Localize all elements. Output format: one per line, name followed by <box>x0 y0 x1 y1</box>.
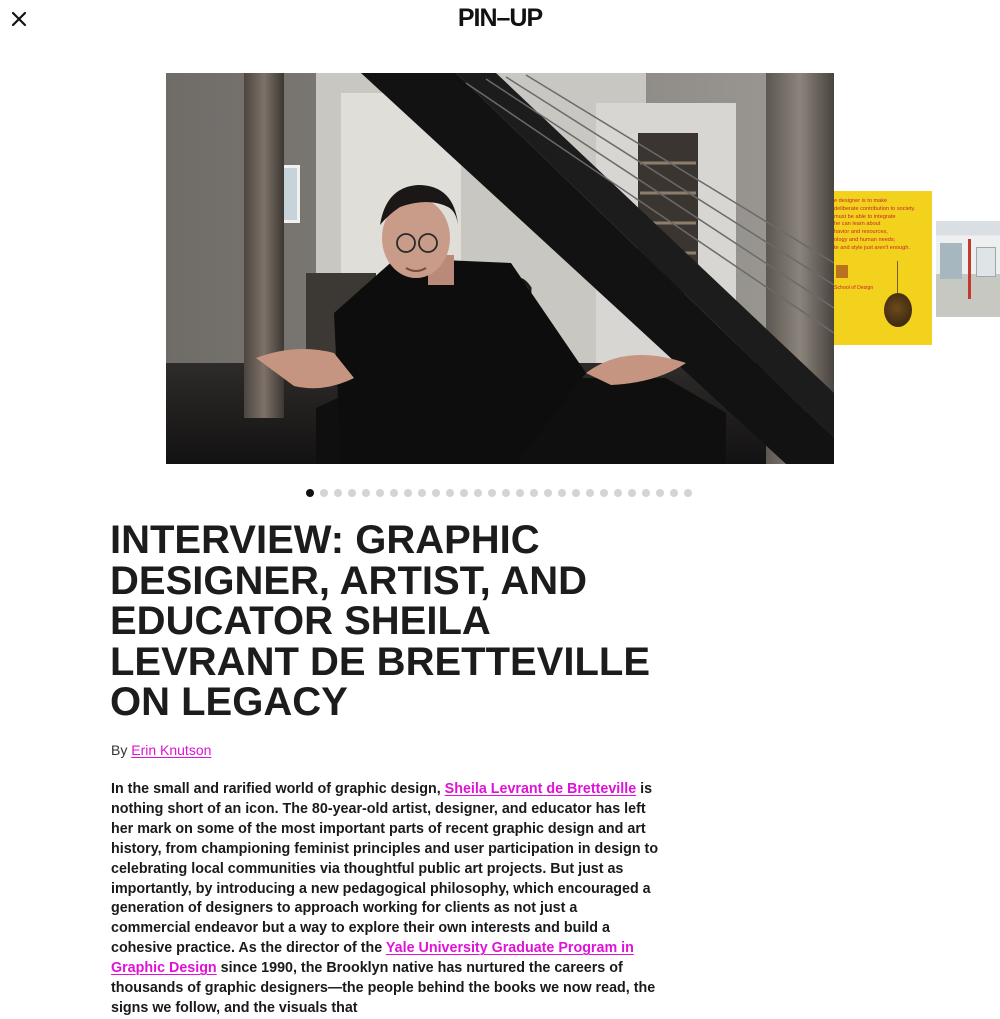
carousel-dot[interactable] <box>418 489 426 497</box>
body-text-segment: since 1990, the Brooklyn native has nurtured the careers of thousands of graphic designers—the people behind the books we now read, the signs we follow, and the visuals that <box>111 960 656 1016</box>
carousel-dot[interactable] <box>320 489 328 497</box>
carousel-dot[interactable] <box>530 489 538 497</box>
carousel-dot[interactable] <box>642 489 650 497</box>
carousel-dot[interactable] <box>684 489 692 497</box>
article-headline: INTERVIEW: GRAPHIC DESIGNER, ARTIST, AND EDUCATOR SHEILA LEVRANT DE BRETTEVILLE ON LEGACY <box>110 518 651 724</box>
gallery-column <box>968 239 971 299</box>
author-link[interactable]: Erin Knutson <box>131 742 212 758</box>
carousel-dot[interactable] <box>376 489 384 497</box>
carousel-slide-photo[interactable] <box>166 73 834 464</box>
carousel-dot[interactable] <box>348 489 356 497</box>
carousel-dot[interactable] <box>628 489 636 497</box>
carousel-dot[interactable] <box>544 489 552 497</box>
subject-link[interactable]: Sheila Levrant de Bretteville <box>444 781 637 797</box>
carousel-dot[interactable] <box>474 489 482 497</box>
poster-school-name: School of Design <box>834 284 874 291</box>
poster-swatch <box>836 265 848 278</box>
yale-program-link[interactable]: Yale University Graduate Program in Graphic Design <box>111 940 634 977</box>
carousel-dot[interactable] <box>600 489 608 497</box>
carousel-slide-gallery[interactable] <box>936 221 1000 317</box>
poster-text-line: ology and human needs; <box>834 236 896 243</box>
carousel-dot[interactable] <box>614 489 622 497</box>
gallery-window <box>940 243 962 279</box>
carousel-slide-poster[interactable] <box>834 191 932 345</box>
body-text-segment: In the small and rarified world of graphic design, <box>111 781 441 797</box>
carousel-dot[interactable] <box>656 489 664 497</box>
gallery-artwork <box>976 247 996 277</box>
poster-text-line: havior and resources, <box>834 229 888 236</box>
carousel-dot[interactable] <box>306 489 314 497</box>
poster-stem <box>897 261 898 295</box>
interview-photo <box>166 73 834 464</box>
article-body <box>111 780 659 1019</box>
poster-text-line: e designer is to make <box>834 198 888 204</box>
byline-prefix: By <box>111 742 128 758</box>
poster-text-line: te and style just aren't enough. <box>834 244 911 251</box>
site-logo[interactable]: PIN–UP <box>457 4 543 32</box>
carousel-dot[interactable] <box>502 489 510 497</box>
carousel-dot[interactable] <box>586 489 594 497</box>
carousel-dot[interactable] <box>460 489 468 497</box>
carousel-dot[interactable] <box>488 489 496 497</box>
carousel-dot[interactable] <box>516 489 524 497</box>
body-text-segment: is nothing short of an icon. The 80-year-old artist, designer, and educator has left her mark on some of the most important parts of recent graphic design and art history, from championing feminist principles and user participation in design to celebrating local communities via thoughtful public art projects. But just as importantly, by introducing a new pedagogical philosophy, which encouraged a generation of designers to approach working for clients as not just a commercial endeavor but a way to explore their own interests and build a cohesive practice. As the director of the <box>111 781 659 957</box>
image-carousel[interactable] <box>0 73 1000 465</box>
carousel-dot[interactable] <box>572 489 580 497</box>
carousel-dot[interactable] <box>334 489 342 497</box>
carousel-dot[interactable] <box>558 489 566 497</box>
carousel-dot[interactable] <box>390 489 398 497</box>
carousel-dot[interactable] <box>404 489 412 497</box>
poster-text-line: he can learn about <box>834 221 881 228</box>
carousel-dot[interactable] <box>670 489 678 497</box>
poster-text-line: deliberate contribution to society. <box>834 205 916 212</box>
carousel-pagination <box>306 489 692 497</box>
carousel-dot[interactable] <box>362 489 370 497</box>
poster-text-line: must be able to integrate <box>834 213 896 220</box>
carousel-dot[interactable] <box>446 489 454 497</box>
poster-seed-pod <box>884 293 912 327</box>
carousel-dot[interactable] <box>432 489 440 497</box>
byline <box>111 742 211 758</box>
